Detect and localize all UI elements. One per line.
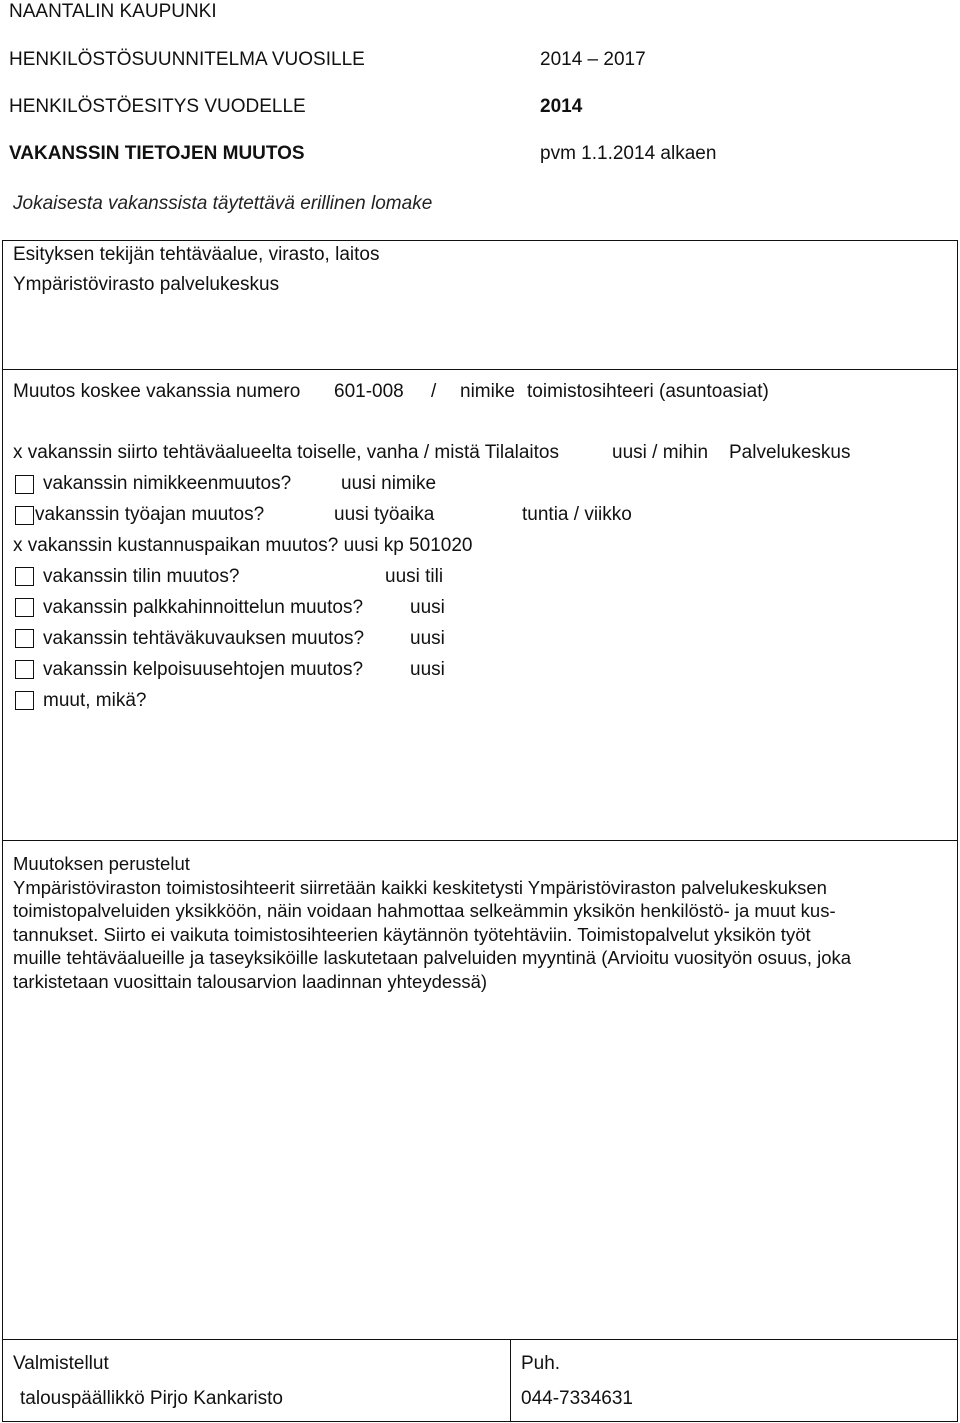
hours-change-new: uusi työaika (334, 504, 435, 525)
transfer-new-label: uusi / mihin (612, 442, 709, 463)
form-instruction: Jokaisesta vakanssista täytettävä erillinen lomake (13, 193, 433, 214)
qualification-change-label: vakanssin kelpoisuusehtojen muutos? (43, 659, 364, 680)
justification-heading: Muutoksen perustelut (13, 853, 190, 874)
vacancy-number-label: Muutos koskee vakanssia numero (13, 381, 301, 402)
presenter-label: Esityksen tekijän tehtäväalue, virasto, laitos (13, 244, 380, 265)
section-divider-1 (2, 369, 958, 370)
hours-change-label: vakanssin työajan muutos? (35, 504, 265, 525)
justification-line: tarkistetaan vuosittain talousarvion laadinnan yhteydessä) (13, 970, 488, 992)
description-change-new: uusi (410, 628, 445, 649)
other-change-label: muut, mikä? (43, 690, 147, 711)
other-change-checkbox[interactable] (15, 691, 34, 710)
hours-unit: tuntia / viikko (522, 504, 632, 525)
description-change-checkbox[interactable] (15, 629, 34, 648)
plan-years: 2014 – 2017 (540, 49, 646, 70)
change-title: VAKANSSIN TIETOJEN MUUTOS (9, 143, 305, 164)
vacancy-number-value[interactable]: 601-008 (334, 381, 404, 402)
prepared-by-value[interactable]: talouspäällikkö Pirjo Kankaristo (20, 1388, 283, 1409)
phone-value[interactable]: 044-7334631 (521, 1388, 633, 1409)
footer-divider (510, 1339, 511, 1422)
prepared-by-label: Valmistellut (13, 1353, 109, 1374)
justification-line: Ympäristöviraston toimistosihteerit siirretään kaikki keskitetysti Ympäristöviraston palvelukeskuksen (13, 876, 827, 898)
proposal-year: 2014 (540, 96, 583, 117)
job-title-label: nimike (460, 381, 515, 402)
qualification-change-new: uusi (410, 659, 445, 680)
pay-change-checkbox[interactable] (15, 598, 34, 617)
effective-date: pvm 1.1.2014 alkaen (540, 143, 717, 164)
justification-block[interactable] (13, 852, 945, 994)
phone-label: Puh. (521, 1353, 561, 1374)
hours-change-checkbox[interactable] (15, 506, 34, 525)
section-divider-3 (2, 1339, 958, 1340)
transfer-row[interactable]: x vakanssin siirto tehtäväalueelta toiselle, vanha / mistä Tilalaitos (13, 442, 559, 463)
account-change-label: vakanssin tilin muutos? (43, 566, 240, 587)
job-title-value[interactable]: toimistosihteeri (asuntoasiat) (527, 381, 769, 402)
section-divider-2 (2, 840, 958, 841)
justification-line: muille tehtäväalueille ja taseyksiköille laskutetaan palveluiden myyntinä (Arvioitu vuosityön osuus, joka (13, 947, 852, 969)
presenter-value[interactable]: Ympäristövirasto palvelukeskus (13, 274, 280, 295)
name-change-checkbox[interactable] (15, 475, 34, 494)
justification-line: tannukset. Siirto ei vaikuta toimistosihteerien käytännön työtehtäviin. Toimistopalvelut yksikön työt (13, 923, 811, 945)
justification-line: toimistopalveluiden yksikköön, näin voidaan hahmottaa selkeämmin yksikön henkilöstö- ja muut kus- (13, 900, 836, 922)
vacancy-separator: / (431, 381, 437, 402)
city-name: NAANTALIN KAUPUNKI (9, 1, 217, 22)
pay-change-new: uusi (410, 597, 445, 618)
form-frame (2, 240, 958, 1422)
name-change-new: uusi nimike (341, 473, 437, 494)
transfer-new-value[interactable]: Palvelukeskus (729, 442, 851, 463)
plan-title: HENKILÖSTÖSUUNNITELMA VUOSILLE (9, 49, 365, 70)
cost-center-row[interactable]: x vakanssin kustannuspaikan muutos? uusi kp 501020 (13, 535, 473, 556)
pay-change-label: vakanssin palkkahinnoittelun muutos? (43, 597, 364, 618)
proposal-title: HENKILÖSTÖESITYS VUODELLE (9, 96, 306, 117)
account-change-new: uusi tili (385, 566, 444, 587)
account-change-checkbox[interactable] (15, 567, 34, 586)
qualification-change-checkbox[interactable] (15, 660, 34, 679)
name-change-label: vakanssin nimikkeenmuutos? (43, 473, 292, 494)
description-change-label: vakanssin tehtäväkuvauksen muutos? (43, 628, 365, 649)
